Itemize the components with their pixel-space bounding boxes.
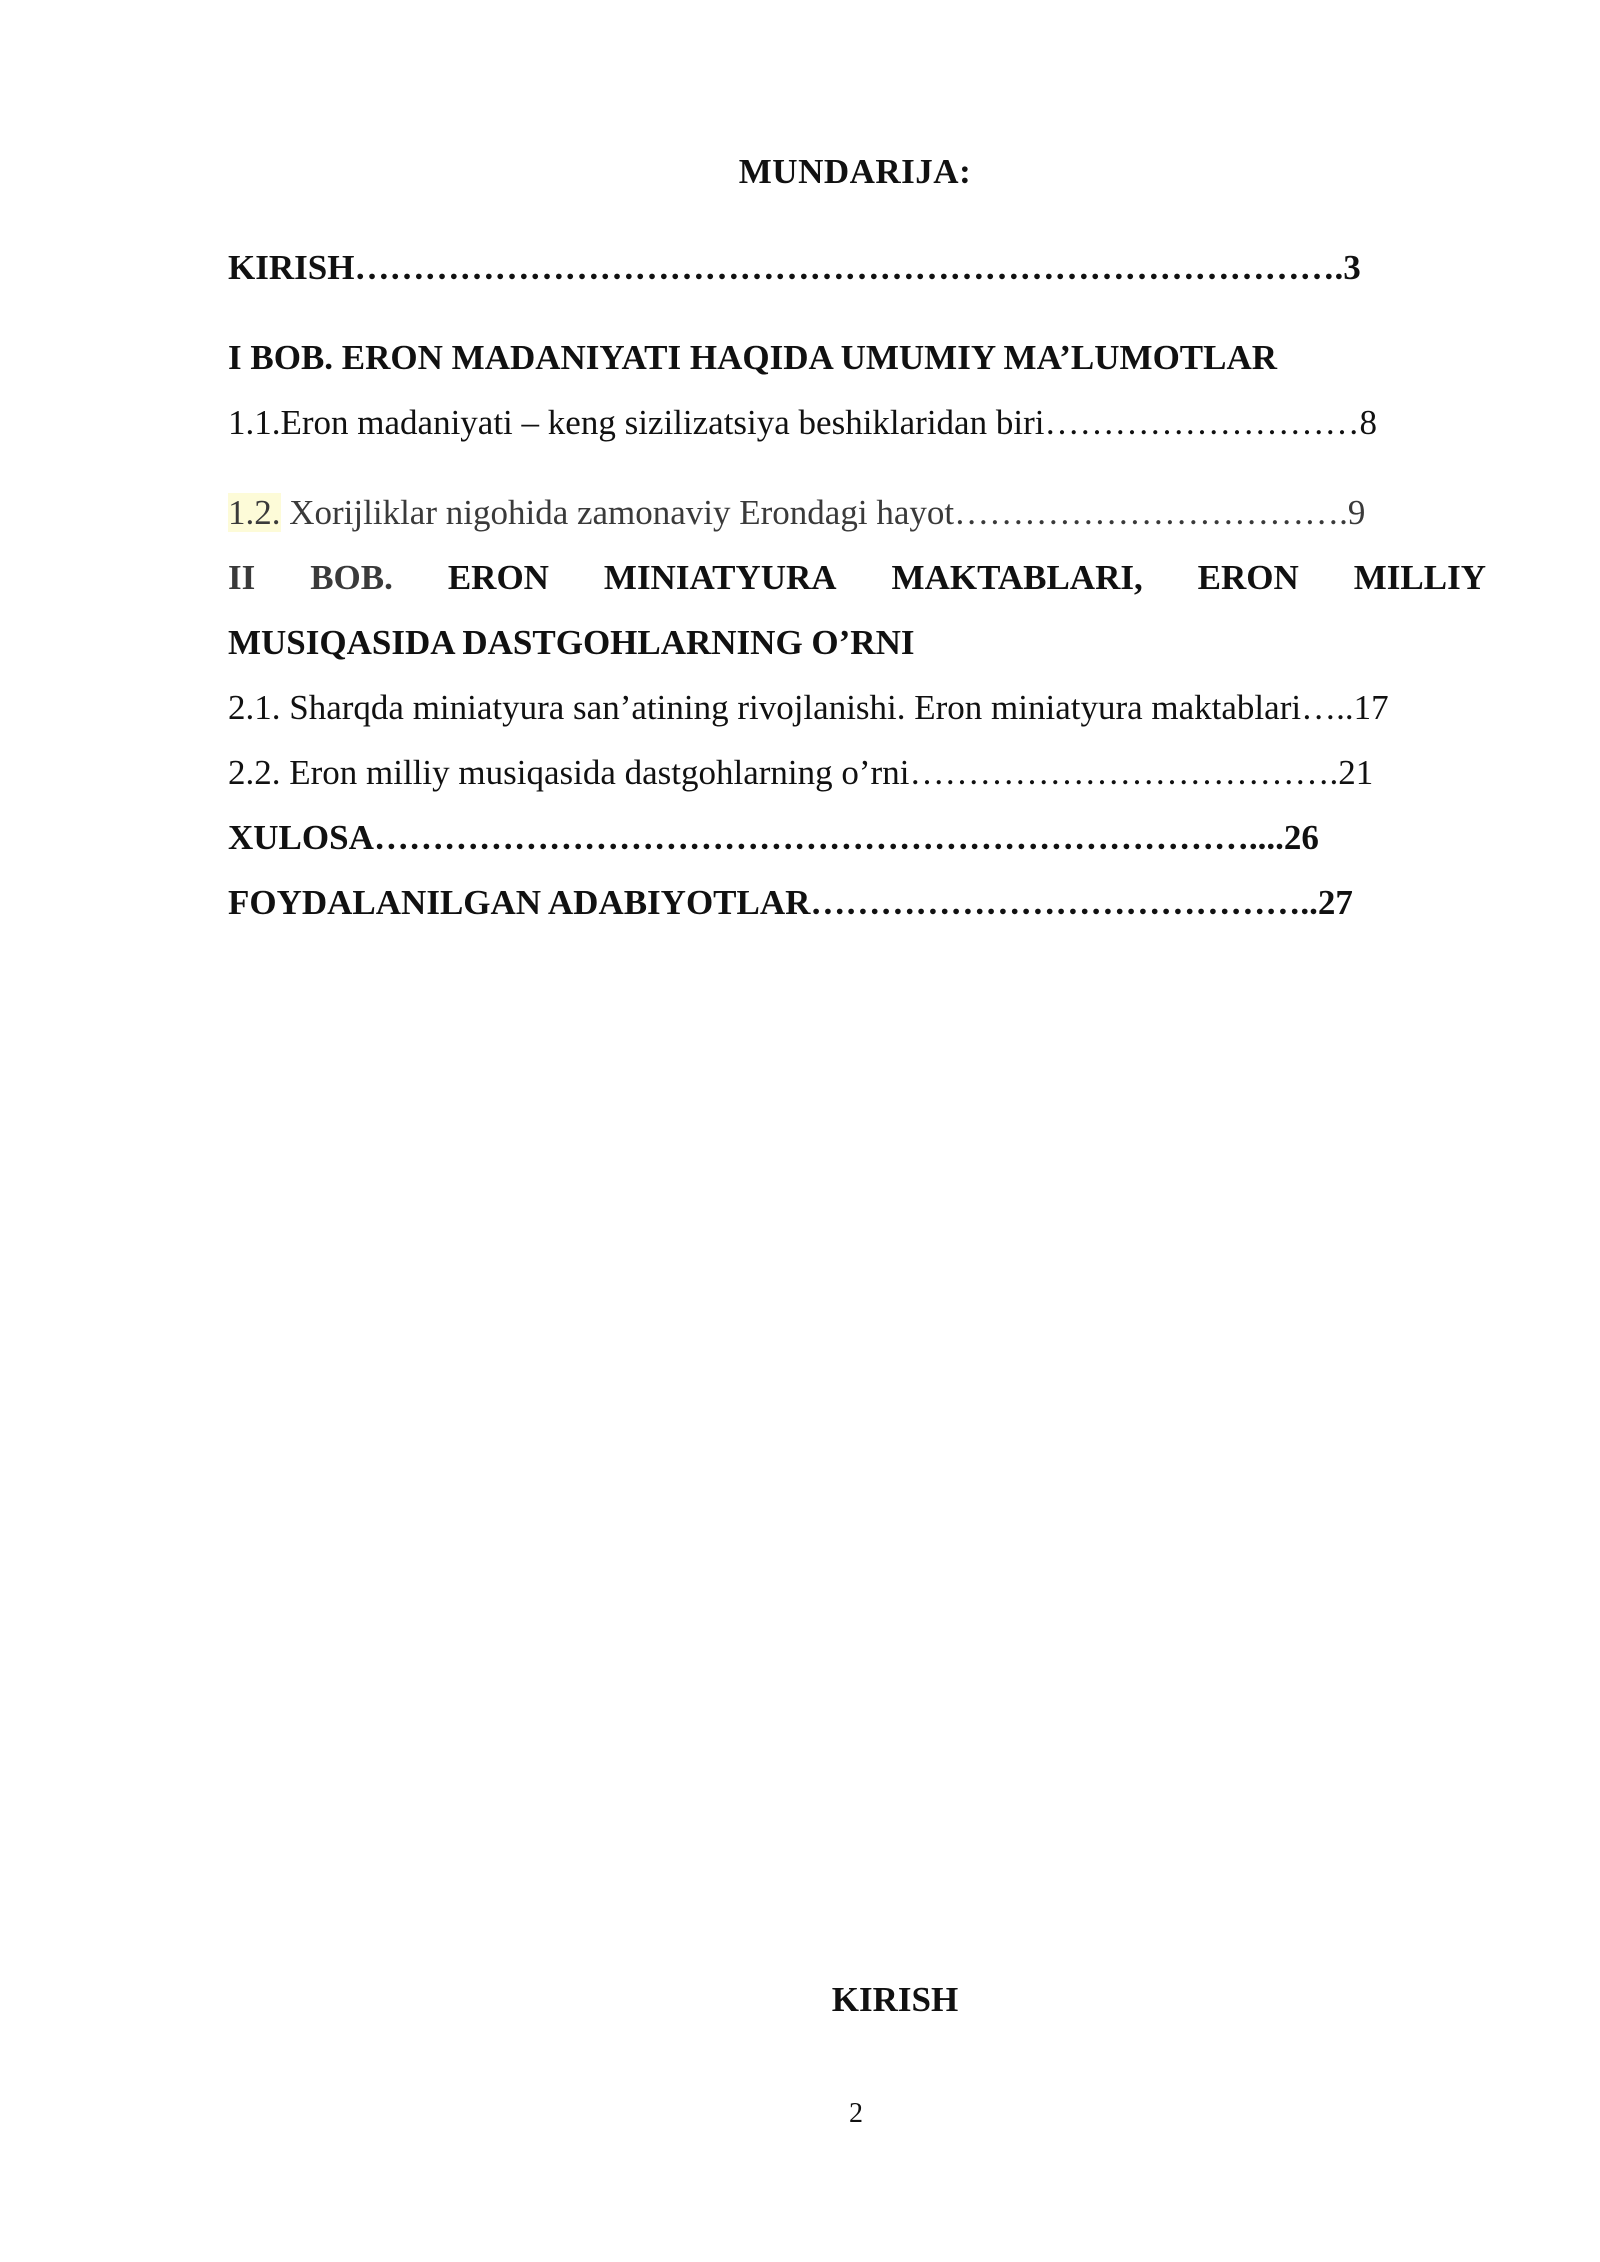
toc-entry-page: 3 — [1343, 248, 1361, 287]
toc-entry-text: 2.2. Eron milliy musiqasida dastgohlarning o’rni — [228, 753, 910, 792]
toc-entry-leader: ………………………………………………………………….... — [373, 818, 1284, 857]
toc-word: MILLIY — [1353, 558, 1486, 597]
toc-entry-prefix: 1.2. — [228, 493, 281, 532]
toc-word: ERON — [447, 558, 549, 597]
toc-entry-text: KIRISH — [228, 248, 355, 287]
toc-title: MUNDARIJA: — [738, 152, 972, 191]
toc-entry-text: MUSIQASIDA DASTGOHLARNING O’RNI — [228, 623, 915, 662]
toc-entry-leader: ……………………… — [1044, 403, 1360, 442]
page-number: 2 — [849, 2098, 863, 2129]
toc-word: MINIATYURA — [603, 558, 837, 597]
toc-entry-xulosa[interactable] — [228, 805, 1486, 870]
toc-entry-page: 26 — [1283, 818, 1319, 857]
toc-entry-2-2[interactable] — [228, 740, 1486, 805]
toc-entry-text: XULOSA — [228, 818, 374, 857]
toc-entry-1-1[interactable] — [228, 390, 1486, 455]
toc-entry-text: 2.1. Sharqda miniatyura san’atining rivojlanishi. Eron miniatyura maktablari — [228, 688, 1302, 727]
toc-entry-text: Xorijliklar nigohida zamonaviy Erondagi hayot — [280, 493, 955, 532]
toc-entry-adabiyotlar[interactable] — [228, 870, 1486, 935]
toc-entry-leader: …………………………………………………………………………. — [354, 248, 1344, 287]
toc-entry-page: 8 — [1359, 403, 1377, 442]
toc-entry-kirish[interactable] — [228, 235, 1486, 300]
toc-entry-page: 21 — [1338, 753, 1374, 792]
toc-word: ERON — [1197, 558, 1299, 597]
toc-entry-leader: ……………………………. — [954, 493, 1348, 532]
toc-entry-1-2[interactable] — [228, 480, 1486, 545]
toc-entry-leader: …………………………………….. — [810, 883, 1318, 922]
toc-entry-leader: ….. — [1301, 688, 1354, 727]
toc-word: II — [228, 558, 256, 597]
toc-chapter-2-line-2[interactable] — [228, 610, 1486, 675]
toc-entry-page: 17 — [1353, 688, 1389, 727]
toc-chapter-2-line-1[interactable] — [228, 545, 1486, 610]
toc-entry-text: FOYDALANILGAN ADABIYOTLAR — [228, 883, 811, 922]
toc-entry-text: 1.1.Eron madaniyati – keng sizilizatsiya beshiklaridan biri — [228, 403, 1045, 442]
toc-entry-text: I BOB. ERON MADANIYATI HAQIDA UMUMIY MA’LUMOTLAR — [228, 338, 1278, 377]
section-heading: KIRISH — [831, 1980, 959, 2019]
toc-word: BOB. — [310, 558, 393, 597]
toc-chapter-1[interactable] — [228, 325, 1486, 390]
toc-entry-page: 27 — [1317, 883, 1353, 922]
toc-entry-2-1[interactable] — [228, 675, 1486, 740]
toc-entry-leader: ………………………………. — [909, 753, 1339, 792]
toc-word: MAKTABLARI, — [891, 558, 1143, 597]
toc-entry-page: 9 — [1347, 493, 1366, 532]
